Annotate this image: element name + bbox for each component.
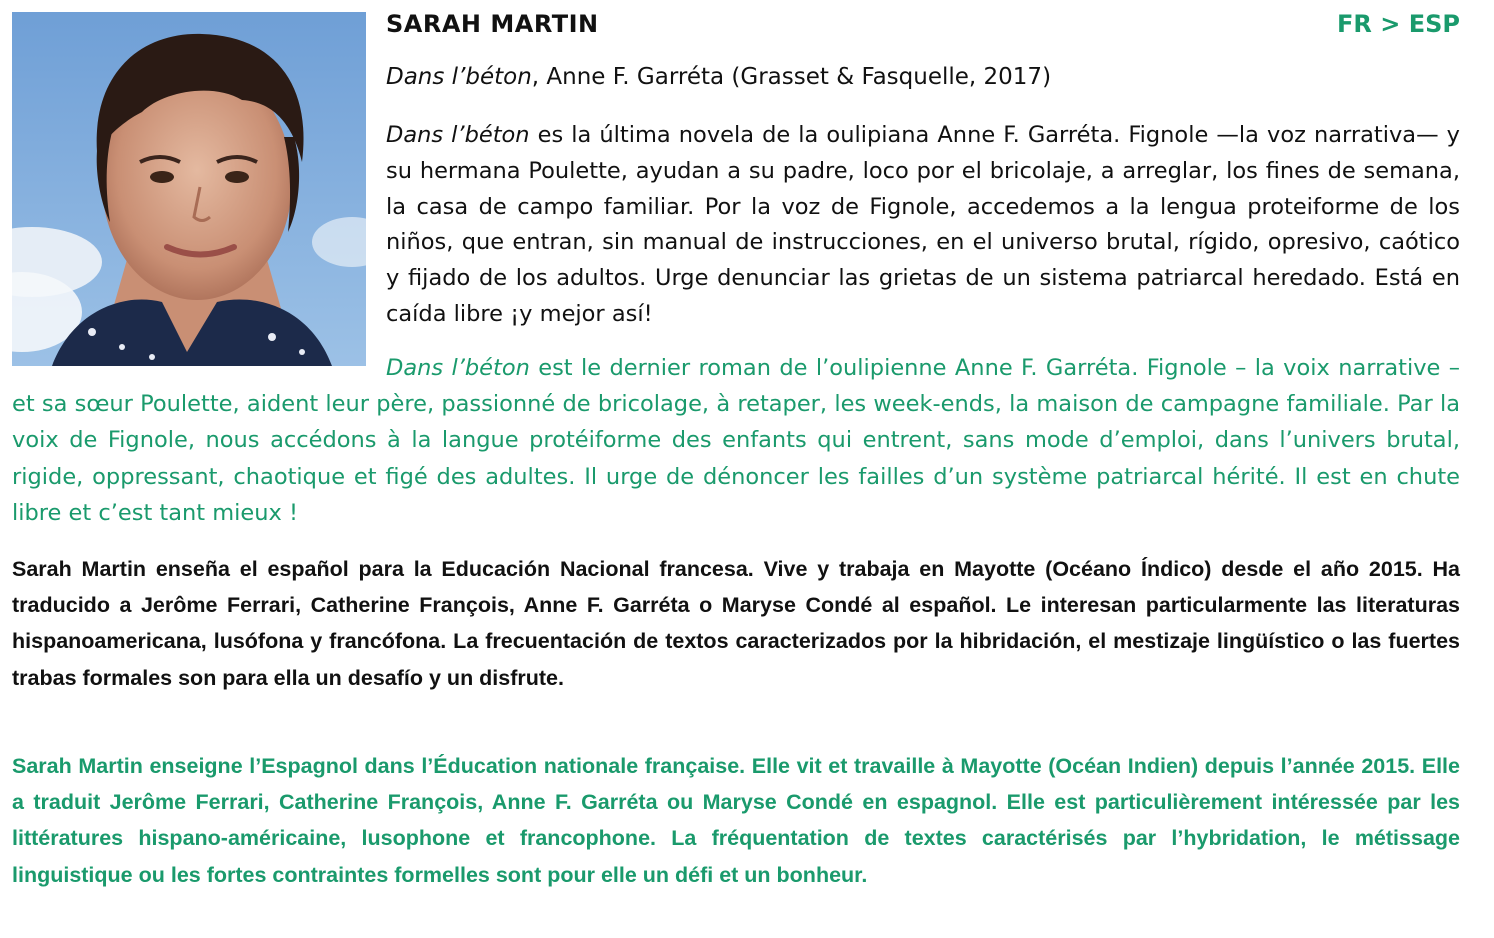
bio-french: Sarah Martin enseigne l’Espagnol dans l’Éducation nationale française. Elle vit et travaille à Mayotte (Océan Indien) depuis l’année 2015. Elle a traduit Jerôme Ferrari, Catherine François, Anne F. Garréta ou Maryse Condé en espagnol. Elle est particulièrement intéressée par les littératures hispano-américaine, lusophone et francophone. La fréquentation de textes caractérisés par l’hybridation, le métissage linguistique ou les fortes contraintes formelles sont pour elle un défi et un bonheur. — [12, 754, 1460, 887]
book-details: , Anne F. Garréta (Grasset & Fasquelle, 2017) — [531, 64, 1052, 90]
review-spanish-text: es la última novela de la oulipiana Anne F. Garréta. Fignole —la voz narrativa— y su hermana Poulette, ayudan a su padre, loco por el bricolaje, a arreglar, los fines de semana, la casa de campo familiar. Por la voz de Fignole, accedemos a la lengua proteiforme de los niños, que entran, sin manual de instrucciones, en el universo brutal, rígido, opresivo, caótico y fijado de los adultos. Urge denunciar las grietas de un sistema patriarcal heredado. Está en caída libre ¡y mejor así! — [386, 122, 1460, 327]
translator-portrait-photo — [12, 12, 366, 366]
language-pair-label: FR > ESP — [1337, 10, 1460, 38]
bio-spanish: Sarah Martin enseña el español para la Educación Nacional francesa. Vive y trabaja en Mayotte (Océano Índico) desde el año 2015. Ha traducido a Jerôme Ferrari, Catherine François, Anne F. Garréta o Maryse Condé al español. Le interesan particularmente las literaturas hispanoamericana, lusófona y francófona. La frecuentación de textos caracterizados por la hibridación, el mestizaje lingüístico o las fuertes trabas formales son para ella un desafío y un disfrute. — [12, 557, 1460, 690]
review-spanish — [386, 118, 1460, 333]
book-reference — [386, 64, 1051, 90]
review-french-title: Dans l’béton — [386, 355, 530, 381]
review-french-text: est le dernier roman de l’oulipienne Anne F. Garréta. Fignole – la voix narrative – et sa sœur Poulette, aident leur père, passionné de bricolage, à retaper, les week-ends, la maison de campagne familiale. Par la voix de Fignole, nous accédons à la langue protéiforme des enfants qui entrent, sans mode d’emploi, dans l’univers brutal, rigide, oppressant, chaotique et figé des adultes. Il urge de dénoncer les failles d’un système patriarcal hérité. Il est en chute libre et c’est tant mieux ! — [12, 355, 1460, 526]
review-spanish-title: Dans l’béton — [386, 122, 530, 148]
book-title: Dans l’béton — [386, 64, 532, 90]
review-french — [12, 350, 1460, 531]
translator-name: SARAH MARTIN — [386, 10, 599, 38]
